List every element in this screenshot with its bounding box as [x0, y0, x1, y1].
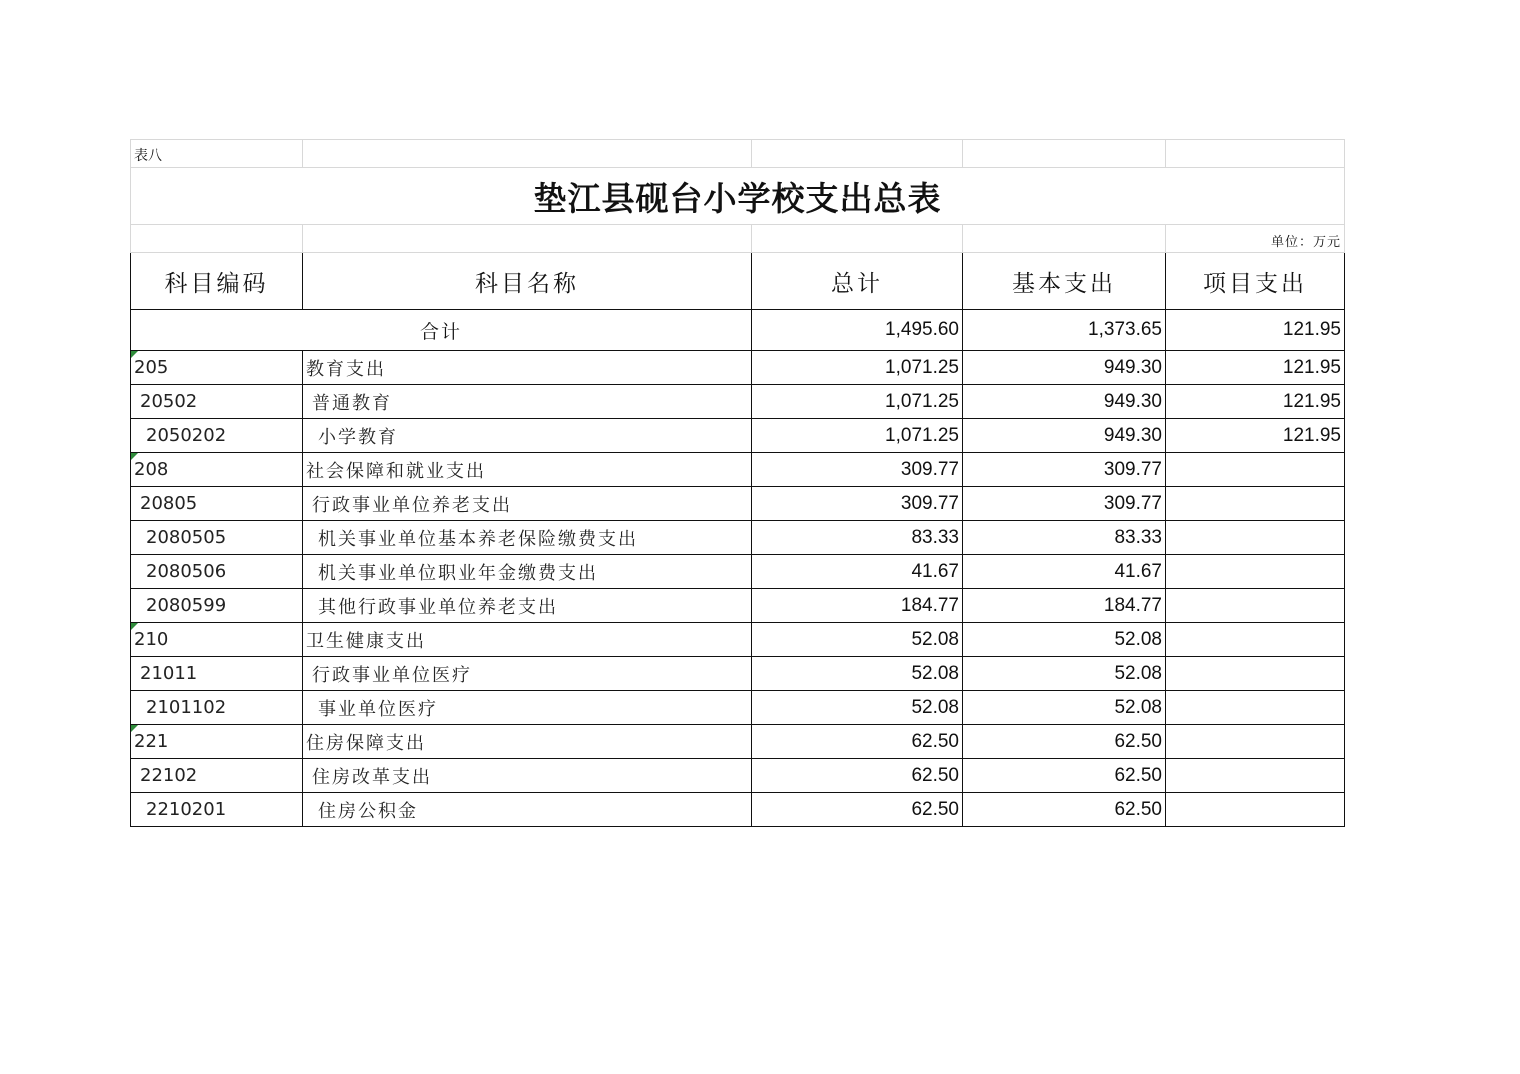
total-cell	[752, 487, 963, 521]
project-cell	[1166, 725, 1345, 759]
name-cell	[303, 487, 752, 521]
project-cell	[1166, 793, 1345, 827]
basic-cell	[963, 759, 1166, 793]
basic-cell	[963, 419, 1166, 453]
name-cell	[303, 385, 752, 419]
summary-project: 121.95	[1166, 310, 1345, 351]
cell-comment-marker-icon	[131, 623, 138, 630]
basic-cell	[963, 453, 1166, 487]
basic-cell	[963, 623, 1166, 657]
total-cell-text: 52.08	[911, 628, 959, 650]
name-cell	[303, 657, 752, 691]
table-row	[131, 657, 1345, 691]
project-cell	[1166, 521, 1345, 555]
total-cell	[752, 453, 963, 487]
code-cell-text: 221	[134, 731, 169, 752]
total-cell	[752, 419, 963, 453]
table-row	[131, 385, 1345, 419]
code-cell	[131, 419, 303, 453]
code-cell-text: 2050202	[146, 425, 227, 446]
name-cell-text: 住房公积金	[318, 800, 418, 822]
code-cell-text: 20805	[140, 493, 198, 514]
cell-comment-marker-icon	[131, 725, 138, 732]
name-cell-text: 行政事业单位医疗	[312, 664, 472, 686]
name-cell-text: 其他行政事业单位养老支出	[318, 596, 558, 618]
basic-cell	[963, 793, 1166, 827]
name-cell	[303, 793, 752, 827]
table-row	[131, 589, 1345, 623]
name-cell-text: 住房保障支出	[306, 732, 426, 754]
total-cell-text: 184.77	[900, 594, 959, 616]
project-cell	[1166, 691, 1345, 725]
total-cell-text: 62.50	[911, 730, 959, 752]
name-cell-text: 普通教育	[312, 392, 392, 414]
basic-cell-text: 83.33	[1114, 526, 1162, 548]
total-cell-text: 1,071.25	[885, 424, 959, 446]
basic-cell	[963, 589, 1166, 623]
total-cell-text: 52.08	[911, 662, 959, 684]
name-cell	[303, 419, 752, 453]
header-basic: 基本支出	[963, 253, 1166, 310]
code-cell-text: 2080599	[146, 595, 227, 616]
basic-cell-text: 62.50	[1114, 764, 1162, 786]
total-cell	[752, 521, 963, 555]
sheet-label: 表八	[131, 140, 303, 168]
header-code: 科目编码	[131, 253, 303, 310]
project-cell	[1166, 555, 1345, 589]
code-cell-text: 210	[134, 629, 169, 650]
total-cell	[752, 657, 963, 691]
basic-cell-text: 62.50	[1114, 798, 1162, 820]
project-cell	[1166, 419, 1345, 453]
basic-cell	[963, 385, 1166, 419]
name-cell-text: 小学教育	[318, 426, 398, 448]
name-cell-text: 卫生健康支出	[306, 630, 426, 652]
total-cell	[752, 725, 963, 759]
cell-comment-marker-icon	[131, 453, 138, 460]
total-cell-text: 83.33	[911, 526, 959, 548]
total-cell	[752, 623, 963, 657]
code-cell-text: 2210201	[146, 799, 227, 820]
header-name: 科目名称	[303, 253, 752, 310]
project-cell-text: 121.95	[1282, 390, 1341, 412]
code-cell	[131, 521, 303, 555]
page-title: 垫江县砚台小学校支出总表	[131, 168, 1345, 225]
basic-cell-text: 41.67	[1114, 560, 1162, 582]
code-cell	[131, 453, 303, 487]
total-cell-text: 309.77	[900, 492, 959, 514]
code-cell	[131, 589, 303, 623]
total-cell	[752, 691, 963, 725]
total-cell	[752, 385, 963, 419]
project-cell-text: 121.95	[1282, 356, 1341, 378]
basic-cell	[963, 521, 1166, 555]
name-cell-text: 行政事业单位养老支出	[312, 494, 512, 516]
project-cell	[1166, 589, 1345, 623]
code-cell	[131, 793, 303, 827]
table-row	[131, 691, 1345, 725]
name-cell-text: 事业单位医疗	[318, 698, 438, 720]
name-cell	[303, 589, 752, 623]
name-cell	[303, 623, 752, 657]
name-cell	[303, 725, 752, 759]
table-row	[131, 759, 1345, 793]
project-cell	[1166, 759, 1345, 793]
table-row	[131, 725, 1345, 759]
total-cell-text: 1,071.25	[885, 390, 959, 412]
name-cell	[303, 759, 752, 793]
table-row	[131, 351, 1345, 385]
basic-cell-text: 309.77	[1103, 492, 1162, 514]
name-cell	[303, 555, 752, 589]
total-cell-text: 309.77	[900, 458, 959, 480]
code-cell	[131, 487, 303, 521]
project-cell	[1166, 623, 1345, 657]
total-cell-text: 62.50	[911, 764, 959, 786]
name-cell-text: 机关事业单位基本养老保险缴费支出	[318, 528, 638, 550]
table-row	[131, 453, 1345, 487]
total-cell	[752, 759, 963, 793]
summary-row	[131, 310, 1345, 351]
header-project: 项目支出	[1166, 253, 1345, 310]
table-row	[131, 419, 1345, 453]
total-cell	[752, 351, 963, 385]
basic-cell-text: 62.50	[1114, 730, 1162, 752]
code-cell-text: 20502	[140, 391, 198, 412]
project-cell-text: 121.95	[1282, 424, 1341, 446]
basic-cell-text: 52.08	[1114, 628, 1162, 650]
name-cell-text: 社会保障和就业支出	[306, 460, 486, 482]
project-cell	[1166, 351, 1345, 385]
name-cell	[303, 453, 752, 487]
total-cell	[752, 589, 963, 623]
summary-label: 合计	[131, 310, 752, 351]
table-row	[131, 487, 1345, 521]
code-cell	[131, 691, 303, 725]
basic-cell-text: 949.30	[1103, 424, 1162, 446]
code-cell	[131, 351, 303, 385]
name-cell	[303, 691, 752, 725]
code-cell-text: 21011	[140, 663, 198, 684]
name-cell-text: 机关事业单位职业年金缴费支出	[318, 562, 598, 584]
code-cell-text: 22102	[140, 765, 198, 786]
basic-cell-text: 52.08	[1114, 696, 1162, 718]
name-cell-text: 住房改革支出	[312, 766, 432, 788]
basic-cell-text: 309.77	[1103, 458, 1162, 480]
table-row	[131, 623, 1345, 657]
name-cell	[303, 351, 752, 385]
basic-cell-text: 949.30	[1103, 356, 1162, 378]
code-cell-text: 208	[134, 459, 169, 480]
basic-cell	[963, 657, 1166, 691]
code-cell-text: 2080505	[146, 527, 227, 548]
code-cell	[131, 759, 303, 793]
total-cell	[752, 793, 963, 827]
header-row	[131, 253, 1345, 310]
basic-cell-text: 949.30	[1103, 390, 1162, 412]
unit-label: 单位：万元	[1166, 225, 1345, 253]
basic-cell-text: 184.77	[1103, 594, 1162, 616]
code-cell-text: 2101102	[146, 697, 227, 718]
cell-comment-marker-icon	[131, 351, 138, 358]
basic-cell	[963, 351, 1166, 385]
total-cell	[752, 555, 963, 589]
summary-basic: 1,373.65	[963, 310, 1166, 351]
basic-cell	[963, 555, 1166, 589]
basic-cell	[963, 691, 1166, 725]
table-row	[131, 793, 1345, 827]
header-total: 总计	[752, 253, 963, 310]
project-cell	[1166, 657, 1345, 691]
code-cell	[131, 555, 303, 589]
code-cell	[131, 725, 303, 759]
expenditure-sheet	[130, 139, 1344, 827]
table-row	[131, 555, 1345, 589]
project-cell	[1166, 385, 1345, 419]
total-cell-text: 1,071.25	[885, 356, 959, 378]
table-row	[131, 521, 1345, 555]
total-cell-text: 62.50	[911, 798, 959, 820]
basic-cell	[963, 487, 1166, 521]
code-cell	[131, 623, 303, 657]
code-cell	[131, 657, 303, 691]
total-cell-text: 41.67	[911, 560, 959, 582]
project-cell	[1166, 453, 1345, 487]
project-cell	[1166, 487, 1345, 521]
summary-total: 1,495.60	[752, 310, 963, 351]
basic-cell	[963, 725, 1166, 759]
name-cell-text: 教育支出	[306, 358, 386, 380]
code-cell	[131, 385, 303, 419]
total-cell-text: 52.08	[911, 696, 959, 718]
expenditure-table	[130, 139, 1345, 827]
code-cell-text: 205	[134, 357, 169, 378]
name-cell	[303, 521, 752, 555]
basic-cell-text: 52.08	[1114, 662, 1162, 684]
code-cell-text: 2080506	[146, 561, 227, 582]
